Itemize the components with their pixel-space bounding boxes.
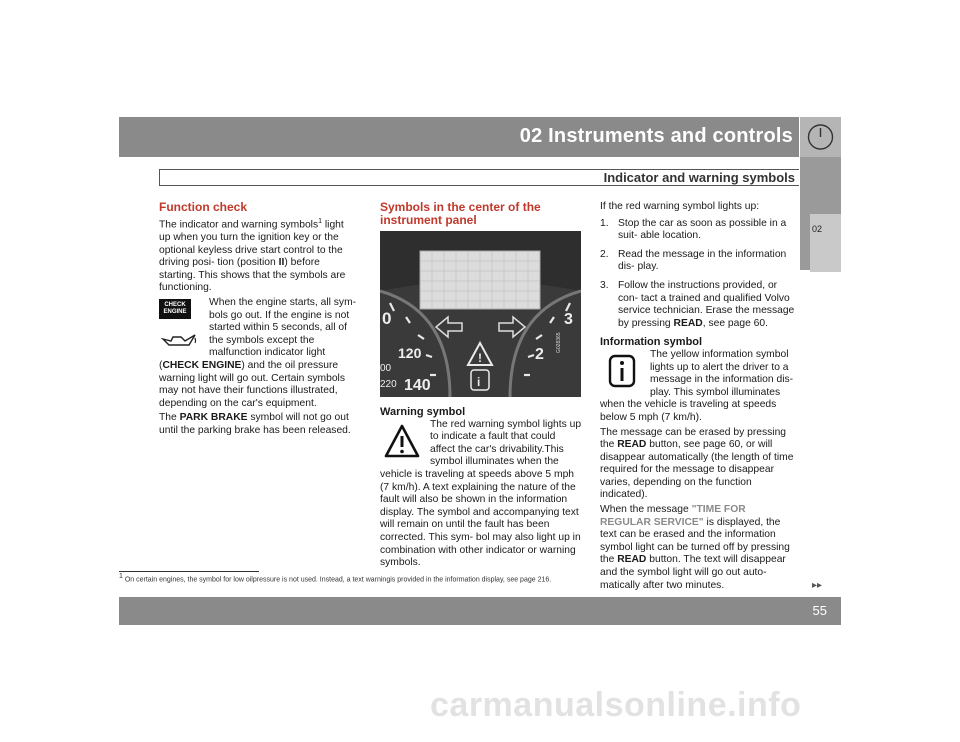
footnote-text: On certain engines, the symbol for low oilpressure is not used. Instead, a text warningis provided in the information display, see page 216. xyxy=(124,576,552,584)
check-engine-icon: CHECK ENGINE xyxy=(159,299,191,319)
heading-function-check: Function check xyxy=(159,200,248,214)
instrument-panel-illustration xyxy=(380,231,581,397)
warning-symbol-icon-box xyxy=(382,421,422,466)
column-function-check xyxy=(159,201,358,440)
paragraph-red-warning-intro: If the red warning symbol lights up: xyxy=(600,201,760,212)
gauge-number: 0 xyxy=(382,309,392,328)
text-run: button, see page 60, or will disappear automatically (the length of time required for the message to disappear varies, depending on the function indicated). xyxy=(600,439,794,501)
instrument-panel-figure xyxy=(380,231,581,397)
gauge-number: 00 xyxy=(380,363,392,374)
gauge-number: 2 xyxy=(535,346,544,363)
footnote-number: 1 xyxy=(119,573,123,580)
clock-icon-box xyxy=(800,117,841,157)
list-item xyxy=(600,280,799,330)
section-title: Indicator and warning symbols xyxy=(603,170,795,185)
list-number: 3. xyxy=(600,279,609,291)
list-item xyxy=(600,218,799,243)
section-header-band xyxy=(159,169,799,186)
text-run: is displayed, the text can be erased and the information symbol light can be turned off by pressing the xyxy=(600,516,790,566)
paragraph-read-button xyxy=(600,427,799,503)
bold-run: PARK BRAKE xyxy=(179,412,248,424)
column-center-panel xyxy=(380,201,582,229)
bold-run: CHECK ENGINE xyxy=(162,359,242,371)
paragraph-park-brake xyxy=(159,412,358,437)
warning-triangle-icon xyxy=(382,421,422,461)
text-run: ) before starting. This shows that the symbols are functioning. xyxy=(159,257,346,294)
footnote-marker: 1 xyxy=(318,218,323,225)
footer-band xyxy=(119,597,841,625)
list-number: 1. xyxy=(600,217,609,229)
next-page-arrows: ▸▸ xyxy=(812,580,823,591)
text-run: The message can be erased by pressing the xyxy=(600,426,787,451)
footnote-rule xyxy=(119,571,259,572)
svg-text:!: ! xyxy=(478,351,482,365)
column-warning-symbol xyxy=(380,406,582,572)
list-text: , see page 60. xyxy=(702,317,768,329)
symbol-icons-group xyxy=(159,299,201,356)
text-run: symbol will not go out until the parking brake has been released. xyxy=(159,412,351,436)
text-run: The indicator and warning symbols xyxy=(159,219,319,231)
side-tab-chapter-marker xyxy=(810,214,841,272)
text-run: button. The text will disappear and the symbol light will go out auto- matically after two minutes. xyxy=(600,554,786,591)
paragraph-function-check-intro xyxy=(159,216,358,295)
information-icon xyxy=(602,351,642,391)
oil-pressure-icon xyxy=(159,329,199,351)
chapter-title: 02 Instruments and controls xyxy=(519,125,793,147)
heading-warning-symbol: Warning symbol xyxy=(380,406,466,418)
text-run: light up when you turn the ignition key or the optional keyless drive start control to the driving posi- tion (position xyxy=(159,219,344,269)
heading-information-symbol: Information symbol xyxy=(600,336,703,349)
footnote xyxy=(119,573,551,583)
bold-run: READ xyxy=(617,554,647,566)
list-number: 2. xyxy=(600,248,609,260)
service-message-text: "TIME FOR REGULAR SERVICE" xyxy=(600,504,746,528)
gauge-number: 120 xyxy=(398,345,422,361)
text-run: When the message xyxy=(600,504,692,516)
list-text: Stop the car as soon as possible in a suit- able location. xyxy=(618,217,787,242)
bold-run: II xyxy=(278,257,285,269)
page-number: 55 xyxy=(812,603,827,618)
bold-run: READ xyxy=(617,439,647,451)
paragraph-information-symbol: The yellow information symbol lights up to alert the driver to a message in the information dis- play. This symbol illuminates when the vehicle is traveling at speeds below 5 mph (7 km/h). xyxy=(600,348,794,423)
red-warning-steps xyxy=(600,218,799,331)
chapter-header-band xyxy=(119,117,799,157)
watermark: carmanualsonline.info xyxy=(430,686,802,724)
paragraph-service-message xyxy=(600,504,799,592)
text-run: The xyxy=(159,412,180,424)
gauge-number: 220 xyxy=(380,379,397,390)
information-symbol-icon-box xyxy=(602,351,642,396)
text-run: When the engine starts, all sym- bols go out. If the engine is not started within 5 seconds, all of the symbols except the malfunction indicator light ( xyxy=(159,296,357,371)
figure-code: G028365 xyxy=(556,332,562,353)
list-text: Read the message in the information dis- play. xyxy=(618,248,787,273)
text-run: ) and the oil pressure warning light will go out. Certain symbols may not have their functions illustrated, depending on the car's equipment. xyxy=(159,359,345,409)
gauge-clock-icon xyxy=(800,117,841,157)
column-information xyxy=(600,201,799,594)
paragraph-warning-symbol: The red warning symbol lights up to indicate a fault that could affect the car's drivability.This symbol illuminates when the vehicle is traveling at speeds above 5 mph (7 km/h). A text explaining the nature of the fault will also be shown in the information display. The symbol and accompanying text will remain on until the fault has been corrected. This sym- bol may also light up in combination with other indicator or warning symbols. xyxy=(380,418,582,569)
gauge-number: 3 xyxy=(564,311,573,328)
heading-center-panel: Symbols in the center of the instrument panel xyxy=(380,200,541,227)
list-item xyxy=(600,249,799,274)
side-tab-label: 02 xyxy=(812,224,823,234)
svg-text:i: i xyxy=(477,375,481,389)
gauge-number: 140 xyxy=(404,377,431,394)
list-text: Follow the instructions provided, or con- tact a trained and qualified Volvo service technician. Erase the message by pressing xyxy=(618,279,795,329)
bold-run: READ xyxy=(673,317,703,329)
